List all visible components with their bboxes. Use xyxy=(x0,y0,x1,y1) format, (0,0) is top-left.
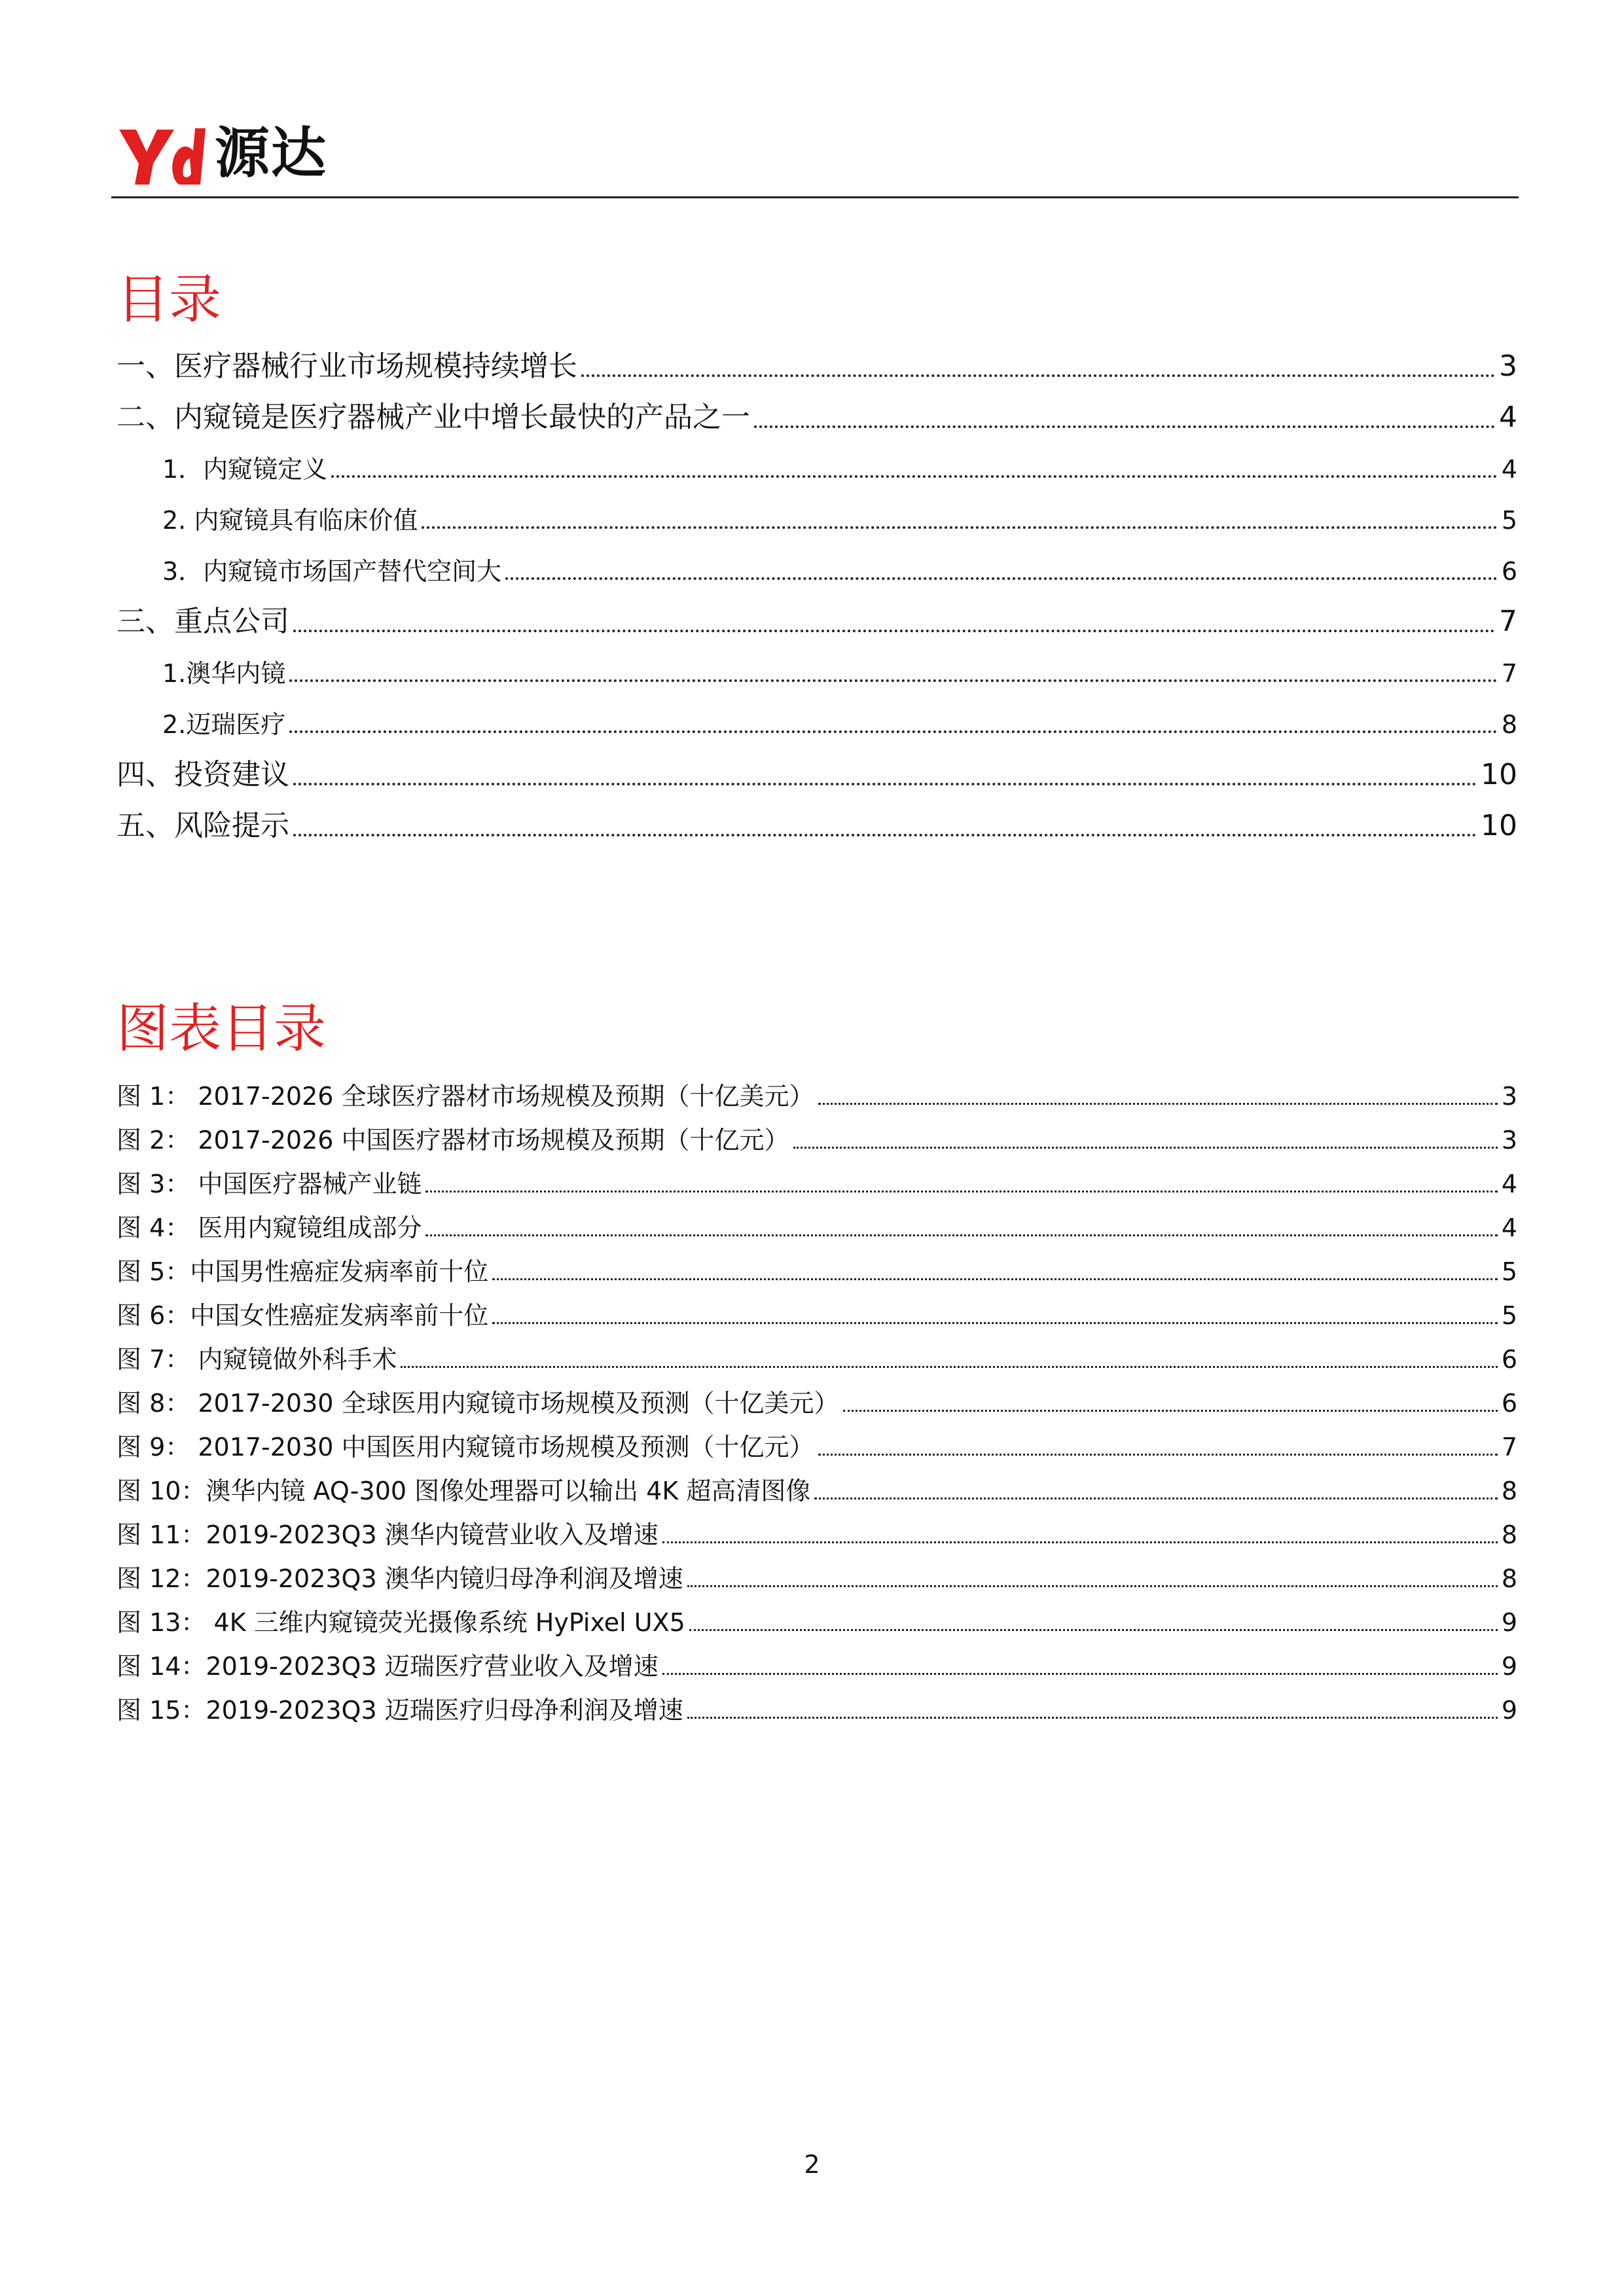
dot-leader xyxy=(581,374,1495,377)
toc-entry-page: 7 xyxy=(1501,659,1517,688)
toc-entry[interactable] xyxy=(117,403,1517,432)
header-divider xyxy=(111,196,1519,198)
toc-entry-label: 二、内窥镜是医疗器械产业中增长最快的产品之一 xyxy=(117,401,750,434)
dot-leader xyxy=(814,1497,1497,1499)
dot-leader xyxy=(425,1190,1497,1193)
figure-entry-page: 9 xyxy=(1501,1652,1517,1681)
dot-leader xyxy=(331,475,1498,478)
figure-entry-page: 3 xyxy=(1501,1082,1517,1111)
toc-entry-label: 一、医疗器械行业市场规模持续增长 xyxy=(117,350,577,383)
dot-leader xyxy=(843,1409,1498,1412)
toc-entry-page: 7 xyxy=(1499,605,1517,638)
page-number: 2 xyxy=(804,2150,820,2179)
toc-entry-page: 10 xyxy=(1481,758,1517,791)
toc-entry-page: 4 xyxy=(1501,455,1517,484)
toc-entry-label: 3．内窥镜市场国产替代空间大 xyxy=(162,557,502,586)
figure-entry-label: 图 12：2019-2023Q3 澳华内镜归母净利润及增速 xyxy=(117,1564,683,1593)
toc-entry[interactable] xyxy=(117,607,1517,636)
figure-entry-label: 图 4： 医用内窥镜组成部分 xyxy=(117,1213,422,1242)
figure-entry[interactable] xyxy=(117,1347,1517,1372)
figure-entry[interactable] xyxy=(117,1479,1517,1503)
figure-entry[interactable] xyxy=(117,1172,1517,1196)
dot-leader xyxy=(293,629,1495,632)
toc-title: 目录 xyxy=(117,269,221,330)
figure-entry[interactable] xyxy=(117,1522,1517,1547)
dot-leader xyxy=(422,526,1497,529)
toc-entry-page: 6 xyxy=(1501,557,1517,586)
figure-entry-label: 图 5：中国男性癌症发病率前十位 xyxy=(117,1257,489,1286)
figure-entry-label: 图 14：2019-2023Q3 迈瑞医疗营业收入及增速 xyxy=(117,1652,659,1681)
figure-entry-page: 8 xyxy=(1501,1564,1517,1593)
figure-entry[interactable] xyxy=(117,1215,1517,1240)
figure-entry[interactable] xyxy=(117,1654,1517,1679)
dot-leader xyxy=(662,1672,1498,1675)
figure-entry[interactable] xyxy=(117,1303,1517,1328)
toc-entry-page: 3 xyxy=(1499,350,1517,383)
logo-name: 源达 xyxy=(215,121,328,185)
toc-entry-label: 1.澳华内镜 xyxy=(162,659,286,688)
figure-entry-page: 4 xyxy=(1501,1170,1517,1198)
figure-entry-label: 图 3： 中国医疗器械产业链 xyxy=(117,1170,422,1198)
dot-leader xyxy=(662,1541,1498,1543)
logo-mark-text: Yd xyxy=(771,776,772,777)
figure-entry-label: 图 2： 2017-2026 中国医疗器材市场规模及预期（十亿元） xyxy=(117,1126,789,1155)
figure-entry-label: 图 10：澳华内镜 AQ-300 图像处理器可以输出 4K 超高清图像 xyxy=(117,1477,811,1505)
dot-leader xyxy=(818,1102,1498,1105)
toc-entry-label: 四、投资建议 xyxy=(117,758,289,791)
figure-entry[interactable] xyxy=(117,1391,1517,1416)
dot-leader xyxy=(689,1628,1498,1631)
toc-entry-page: 10 xyxy=(1481,809,1517,842)
figure-entry-page: 9 xyxy=(1501,1696,1517,1725)
toc-entry-page: 4 xyxy=(1499,401,1517,434)
toc-entry-label: 五、风险提示 xyxy=(117,809,289,842)
figure-entry[interactable] xyxy=(117,1610,1517,1635)
figure-entry-page: 9 xyxy=(1501,1608,1517,1637)
toc-entry-label: 2. 内窥镜具有临床价值 xyxy=(162,506,418,535)
figure-entry-label: 图 6：中国女性癌症发病率前十位 xyxy=(117,1301,489,1330)
figure-entry[interactable] xyxy=(117,1566,1517,1591)
figure-entry-label: 图 1： 2017-2026 全球医疗器材市场规模及预期（十亿美元） xyxy=(117,1082,814,1111)
figure-entry-page: 8 xyxy=(1501,1477,1517,1505)
toc-entry[interactable] xyxy=(117,712,1517,737)
toc-entry[interactable] xyxy=(117,457,1517,482)
figure-entry-page: 3 xyxy=(1501,1126,1517,1155)
figure-entry-page: 7 xyxy=(1501,1433,1517,1462)
dot-leader xyxy=(687,1716,1498,1719)
dot-leader xyxy=(293,833,1477,836)
figures-title: 图表目录 xyxy=(117,998,326,1059)
dot-leader xyxy=(793,1146,1498,1149)
dot-leader xyxy=(425,1234,1497,1236)
dot-leader xyxy=(505,577,1498,580)
figure-entry-label: 图 9： 2017-2030 中国医用内窥镜市场规模及预测（十亿元） xyxy=(117,1433,814,1462)
toc-entry-page: 8 xyxy=(1501,710,1517,739)
figure-entry-page: 6 xyxy=(1501,1389,1517,1418)
figure-entry-label: 图 11：2019-2023Q3 澳华内镜营业收入及增速 xyxy=(117,1520,659,1549)
toc-entry[interactable] xyxy=(117,559,1517,584)
toc-entry-page: 5 xyxy=(1501,506,1517,535)
figure-entry-label: 图 7： 内窥镜做外科手术 xyxy=(117,1345,397,1374)
toc-entry-label: 1．内窥镜定义 xyxy=(162,455,328,484)
figure-entry[interactable] xyxy=(117,1435,1517,1460)
toc-entry-label: 2.迈瑞医疗 xyxy=(162,710,286,739)
dot-leader xyxy=(289,679,1498,682)
dot-leader xyxy=(492,1278,1498,1280)
toc-entry[interactable] xyxy=(117,758,1517,791)
figure-entry-page: 6 xyxy=(1501,1345,1517,1374)
figure-entry-label: 图 15：2019-2023Q3 迈瑞医疗归母净利润及增速 xyxy=(117,1696,683,1725)
figure-entry[interactable] xyxy=(117,1259,1517,1284)
dot-leader xyxy=(492,1321,1498,1324)
figure-entry-label: 图 8： 2017-2030 全球医用内窥镜市场规模及预测（十亿美元） xyxy=(117,1389,839,1418)
toc-entry[interactable] xyxy=(117,508,1517,533)
dot-leader xyxy=(687,1585,1498,1587)
dot-leader xyxy=(289,730,1498,733)
figure-entry-page: 8 xyxy=(1501,1520,1517,1549)
figure-entry-page: 5 xyxy=(1501,1301,1517,1330)
figure-entry-label: 图 13： 4K 三维内窥镜荧光摄像系统 HyPixel UX5 xyxy=(117,1608,685,1637)
figure-entry[interactable] xyxy=(117,1084,1517,1109)
toc-entry[interactable] xyxy=(117,809,1517,842)
toc-entry[interactable] xyxy=(117,661,1517,686)
figure-entry-page: 5 xyxy=(1501,1257,1517,1286)
toc-entry-label: 三、重点公司 xyxy=(117,605,289,638)
dot-leader xyxy=(818,1453,1498,1456)
figure-entry[interactable] xyxy=(117,1698,1517,1723)
figure-entry[interactable] xyxy=(117,1128,1517,1153)
dot-leader xyxy=(754,425,1495,428)
dot-leader xyxy=(401,1365,1497,1368)
dot-leader xyxy=(293,782,1477,785)
toc-entry[interactable] xyxy=(117,352,1517,381)
figure-entry-page: 4 xyxy=(1501,1213,1517,1242)
